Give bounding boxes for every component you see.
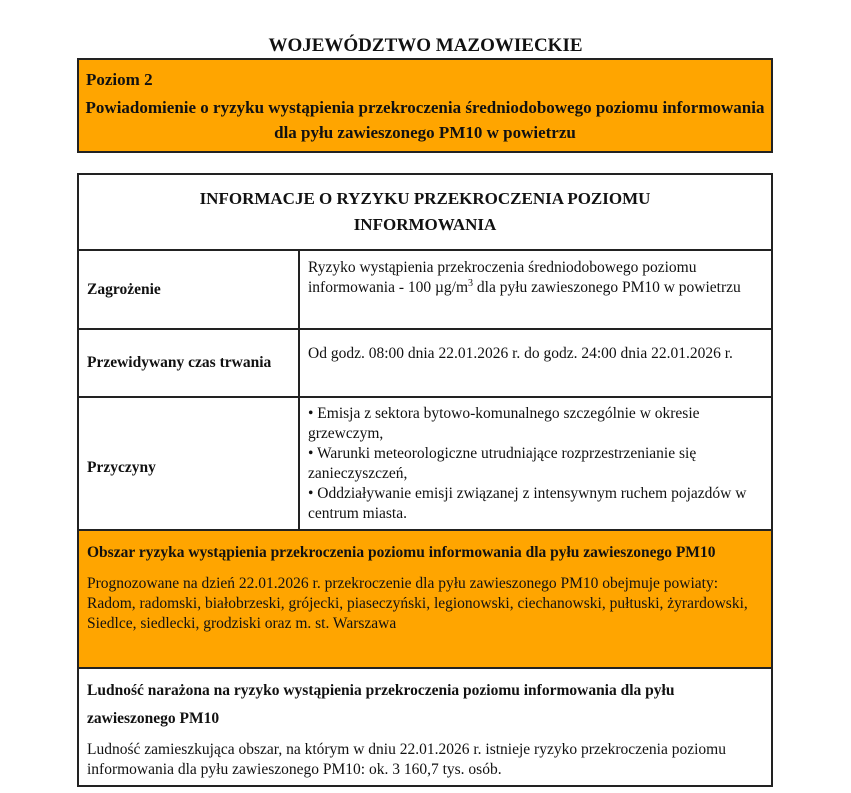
threat-value bbox=[300, 251, 771, 328]
risk-area-section bbox=[79, 531, 771, 669]
duration-label: Przewidywany czas trwania bbox=[79, 330, 300, 396]
region-title: WOJEWÓDZTWO MAZOWIECKIE bbox=[268, 35, 583, 56]
population-section bbox=[79, 669, 771, 785]
table-row-duration bbox=[79, 330, 771, 398]
population-body: Ludność zamieszkująca obszar, na którym w dniu 22.01.2026 r. istnieje ryzyko przekroczenia poziomu informowania dla pyłu zawieszonego PM10: ok. 3 160,7 tys. osób. bbox=[87, 741, 726, 778]
cause-item: • Oddziaływanie emisji związanej z intensywnym ruchem pojazdów w centrum miasta. bbox=[308, 485, 747, 522]
risk-area-body: Prognozowane na dzień 22.01.2026 r. przekroczenie dla pyłu zawieszonego PM10 obejmuje powiaty: Radom, radomski, białobrzeski, grójecki, piaseczyński, legionowski, ciechanowski, pułtuski, żyrardowski, Siedlce, siedlecki, grodziski oraz m. st. Warszawa bbox=[87, 575, 748, 632]
cause-item: • Emisja z sektora bytowo-komunalnego szczególnie w okresie grzewczym, bbox=[308, 405, 700, 442]
info-table bbox=[77, 173, 773, 787]
causes-label: Przyczyny bbox=[79, 398, 300, 529]
table-row-causes bbox=[79, 398, 771, 531]
cause-item: • Warunki meteorologiczne utrudniające rozprzestrzenianie się zanieczyszczeń, bbox=[308, 445, 697, 482]
threat-value-text: Ryzyko wystąpienia przekroczenia średniodobowego poziomu informowania - 100 µg/m bbox=[308, 259, 697, 296]
alert-level-box bbox=[77, 58, 773, 153]
table-header: INFORMACJE O RYZYKU PRZEKROCZENIA POZIOMU INFORMOWANIA bbox=[79, 175, 771, 251]
threat-value-text-end: dla pyłu zawieszonego PM10 w powietrzu bbox=[473, 279, 741, 296]
alert-level-description: Powiadomienie o ryzyku wystąpienia przekroczenia średniodobowego poziomu informowania dla pyłu zawieszonego PM10 w powietrzu bbox=[85, 98, 765, 142]
table-row-threat bbox=[79, 251, 771, 330]
duration-value: Od godz. 08:00 dnia 22.01.2026 r. do godz. 24:00 dnia 22.01.2026 r. bbox=[308, 345, 733, 362]
causes-list bbox=[300, 398, 771, 529]
threat-value-superscript: 3 bbox=[468, 277, 474, 289]
threat-label: Zagrożenie bbox=[79, 251, 300, 328]
risk-area-title: Obszar ryzyka wystąpienia przekroczenia poziomu informowania dla pyłu zawieszonego PM10 bbox=[87, 544, 716, 561]
population-title: Ludność narażona na ryzyko wystąpienia przekroczenia poziomu informowania dla pyłu zawieszonego PM10 bbox=[87, 682, 675, 727]
alert-level-label: Poziom 2 bbox=[86, 70, 153, 89]
